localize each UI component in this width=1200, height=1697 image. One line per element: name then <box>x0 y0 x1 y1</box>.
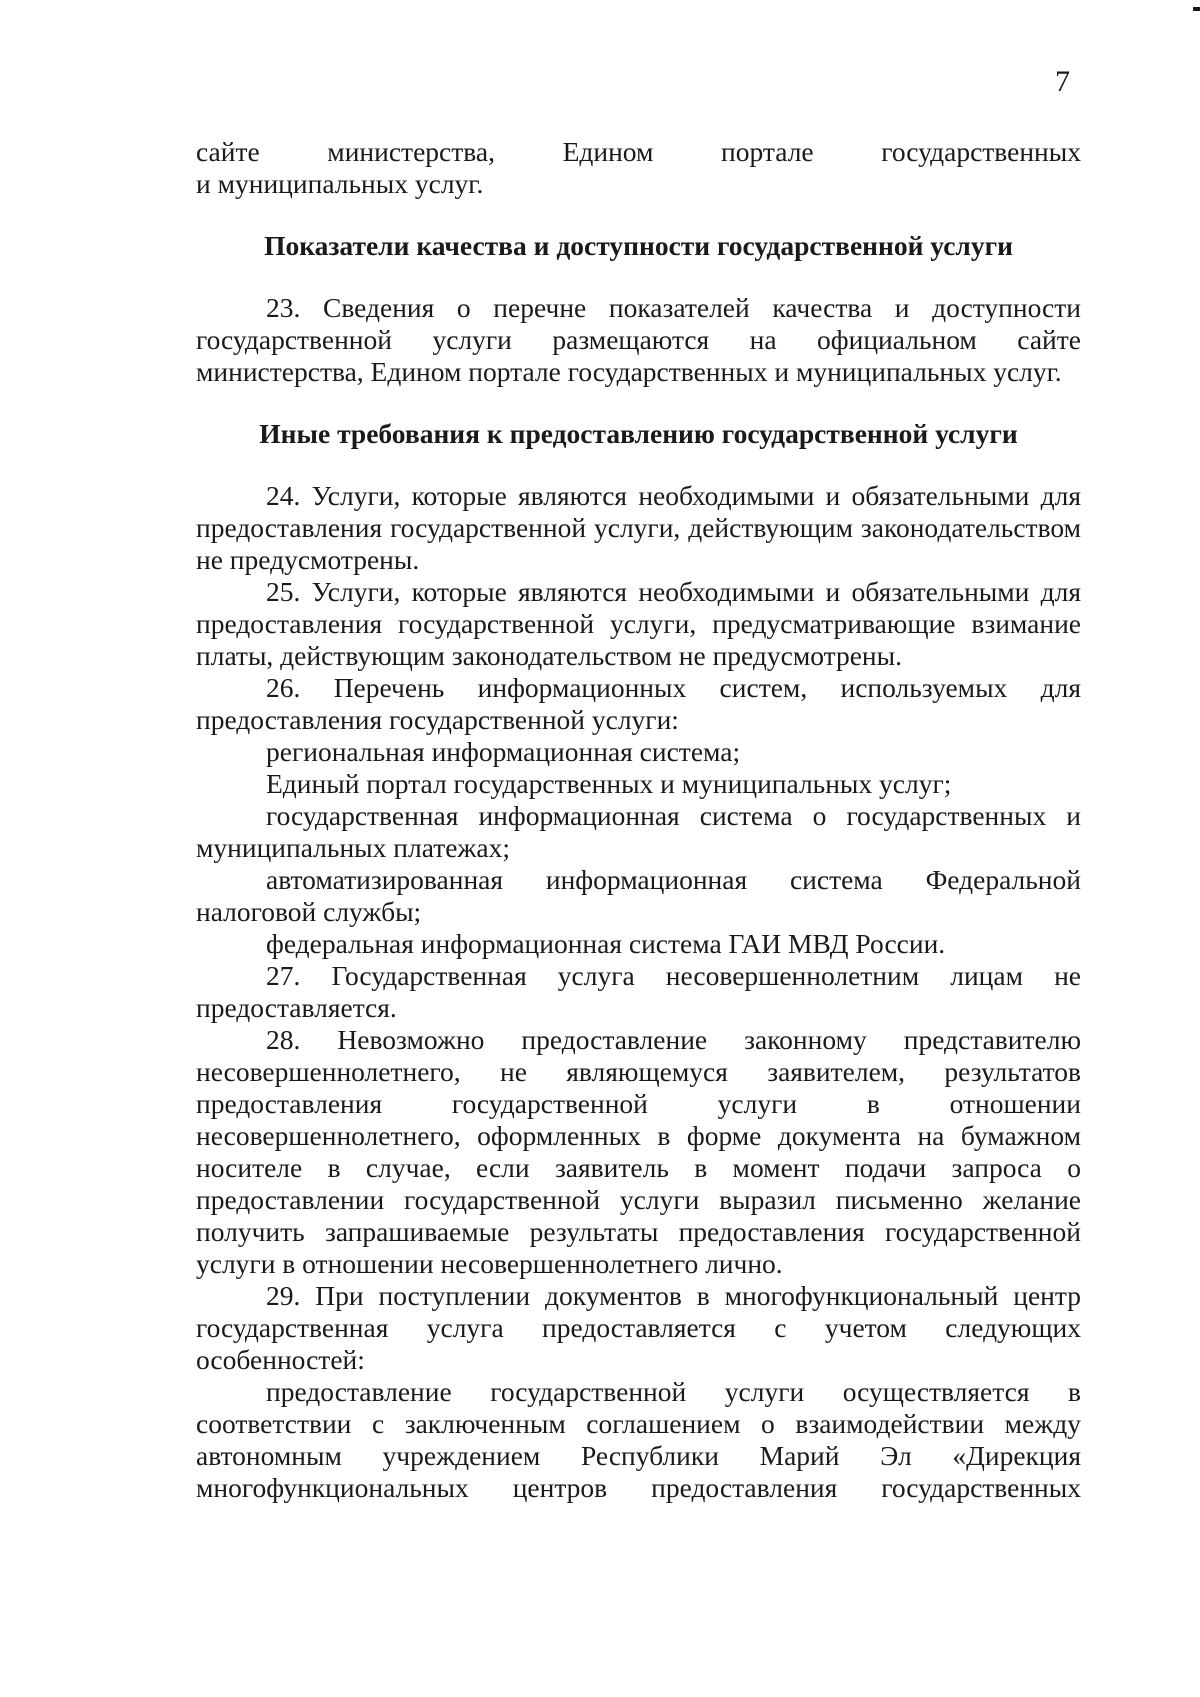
page-number: 7 <box>1055 65 1070 98</box>
intro-line-1: сайте министерства, Едином портале государственных <box>196 136 1081 167</box>
section-heading-other-requirements: Иные требования к предоставлению государственной услуги <box>259 418 1018 449</box>
paragraph-29: 29. При поступлении документов в многофункциональный центр государственная услуга предоставляется с учетом следующих особенностей: <box>196 1280 1081 1375</box>
intro-line-2: и муниципальных услуг. <box>196 168 484 199</box>
paragraph-29-item-1: предоставление государственной услуги осуществляется в соответствии с заключенным соглашением о взаимодействии между автономным учреждением Республики Марий Эл «Дирекция многофункциональных центров предоставления государственных <box>196 1376 1081 1503</box>
paragraph-26-item-2: Единый портал государственных и муниципальных услуг; <box>266 768 952 799</box>
paragraph-26-item-5: федеральная информационная система ГАИ МВД России. <box>266 928 946 959</box>
paragraph-27: 27. Государственная услуга несовершеннолетним лицам не предоставляется. <box>196 960 1081 1023</box>
paragraph-25: 25. Услуги, которые являются необходимыми и обязательными для предоставления государственной услуги, предусматривающие взимание платы, действующим законодательством не предусмотрены. <box>196 576 1081 671</box>
paragraph-24: 24. Услуги, которые являются необходимыми и обязательными для предоставления государственной услуги, действующим законодательством не предусмотрены. <box>196 480 1081 575</box>
paragraph-28: 28. Невозможно предоставление законному представителю несовершеннолетнего, не являющемуся заявителем, результатов предоставления государственной услуги в отношении несовершеннолетнего, оформленных в форме документа на бумажном носителе в случае, если заявитель в момент подачи запроса о предоставлении государственной услуги выразил письменно желание получить запрашиваемые результаты предоставления государственной услуги в отношении несовершеннолетнего лично. <box>196 1024 1081 1279</box>
paragraph-26-item-1: региональная информационная система; <box>266 736 741 767</box>
section-heading-quality: Показатели качества и доступности государственной услуги <box>264 230 1013 261</box>
document-body <box>196 136 1081 1504</box>
scan-edge-mark <box>1193 7 1200 11</box>
paragraph-26-item-4: автоматизированная информационная система Федеральной налоговой службы; <box>196 864 1081 927</box>
paragraph-26-item-3: государственная информационная система о государственных и муниципальных платежах; <box>196 800 1081 863</box>
paragraph-26: 26. Перечень информационных систем, используемых для предоставления государственной услуги: <box>196 672 1081 735</box>
paragraph-23: 23. Сведения о перечне показателей качества и доступности государственной услуги размещаются на официальном сайте министерства, Едином портале государственных и муниципальных услуг. <box>196 292 1081 387</box>
